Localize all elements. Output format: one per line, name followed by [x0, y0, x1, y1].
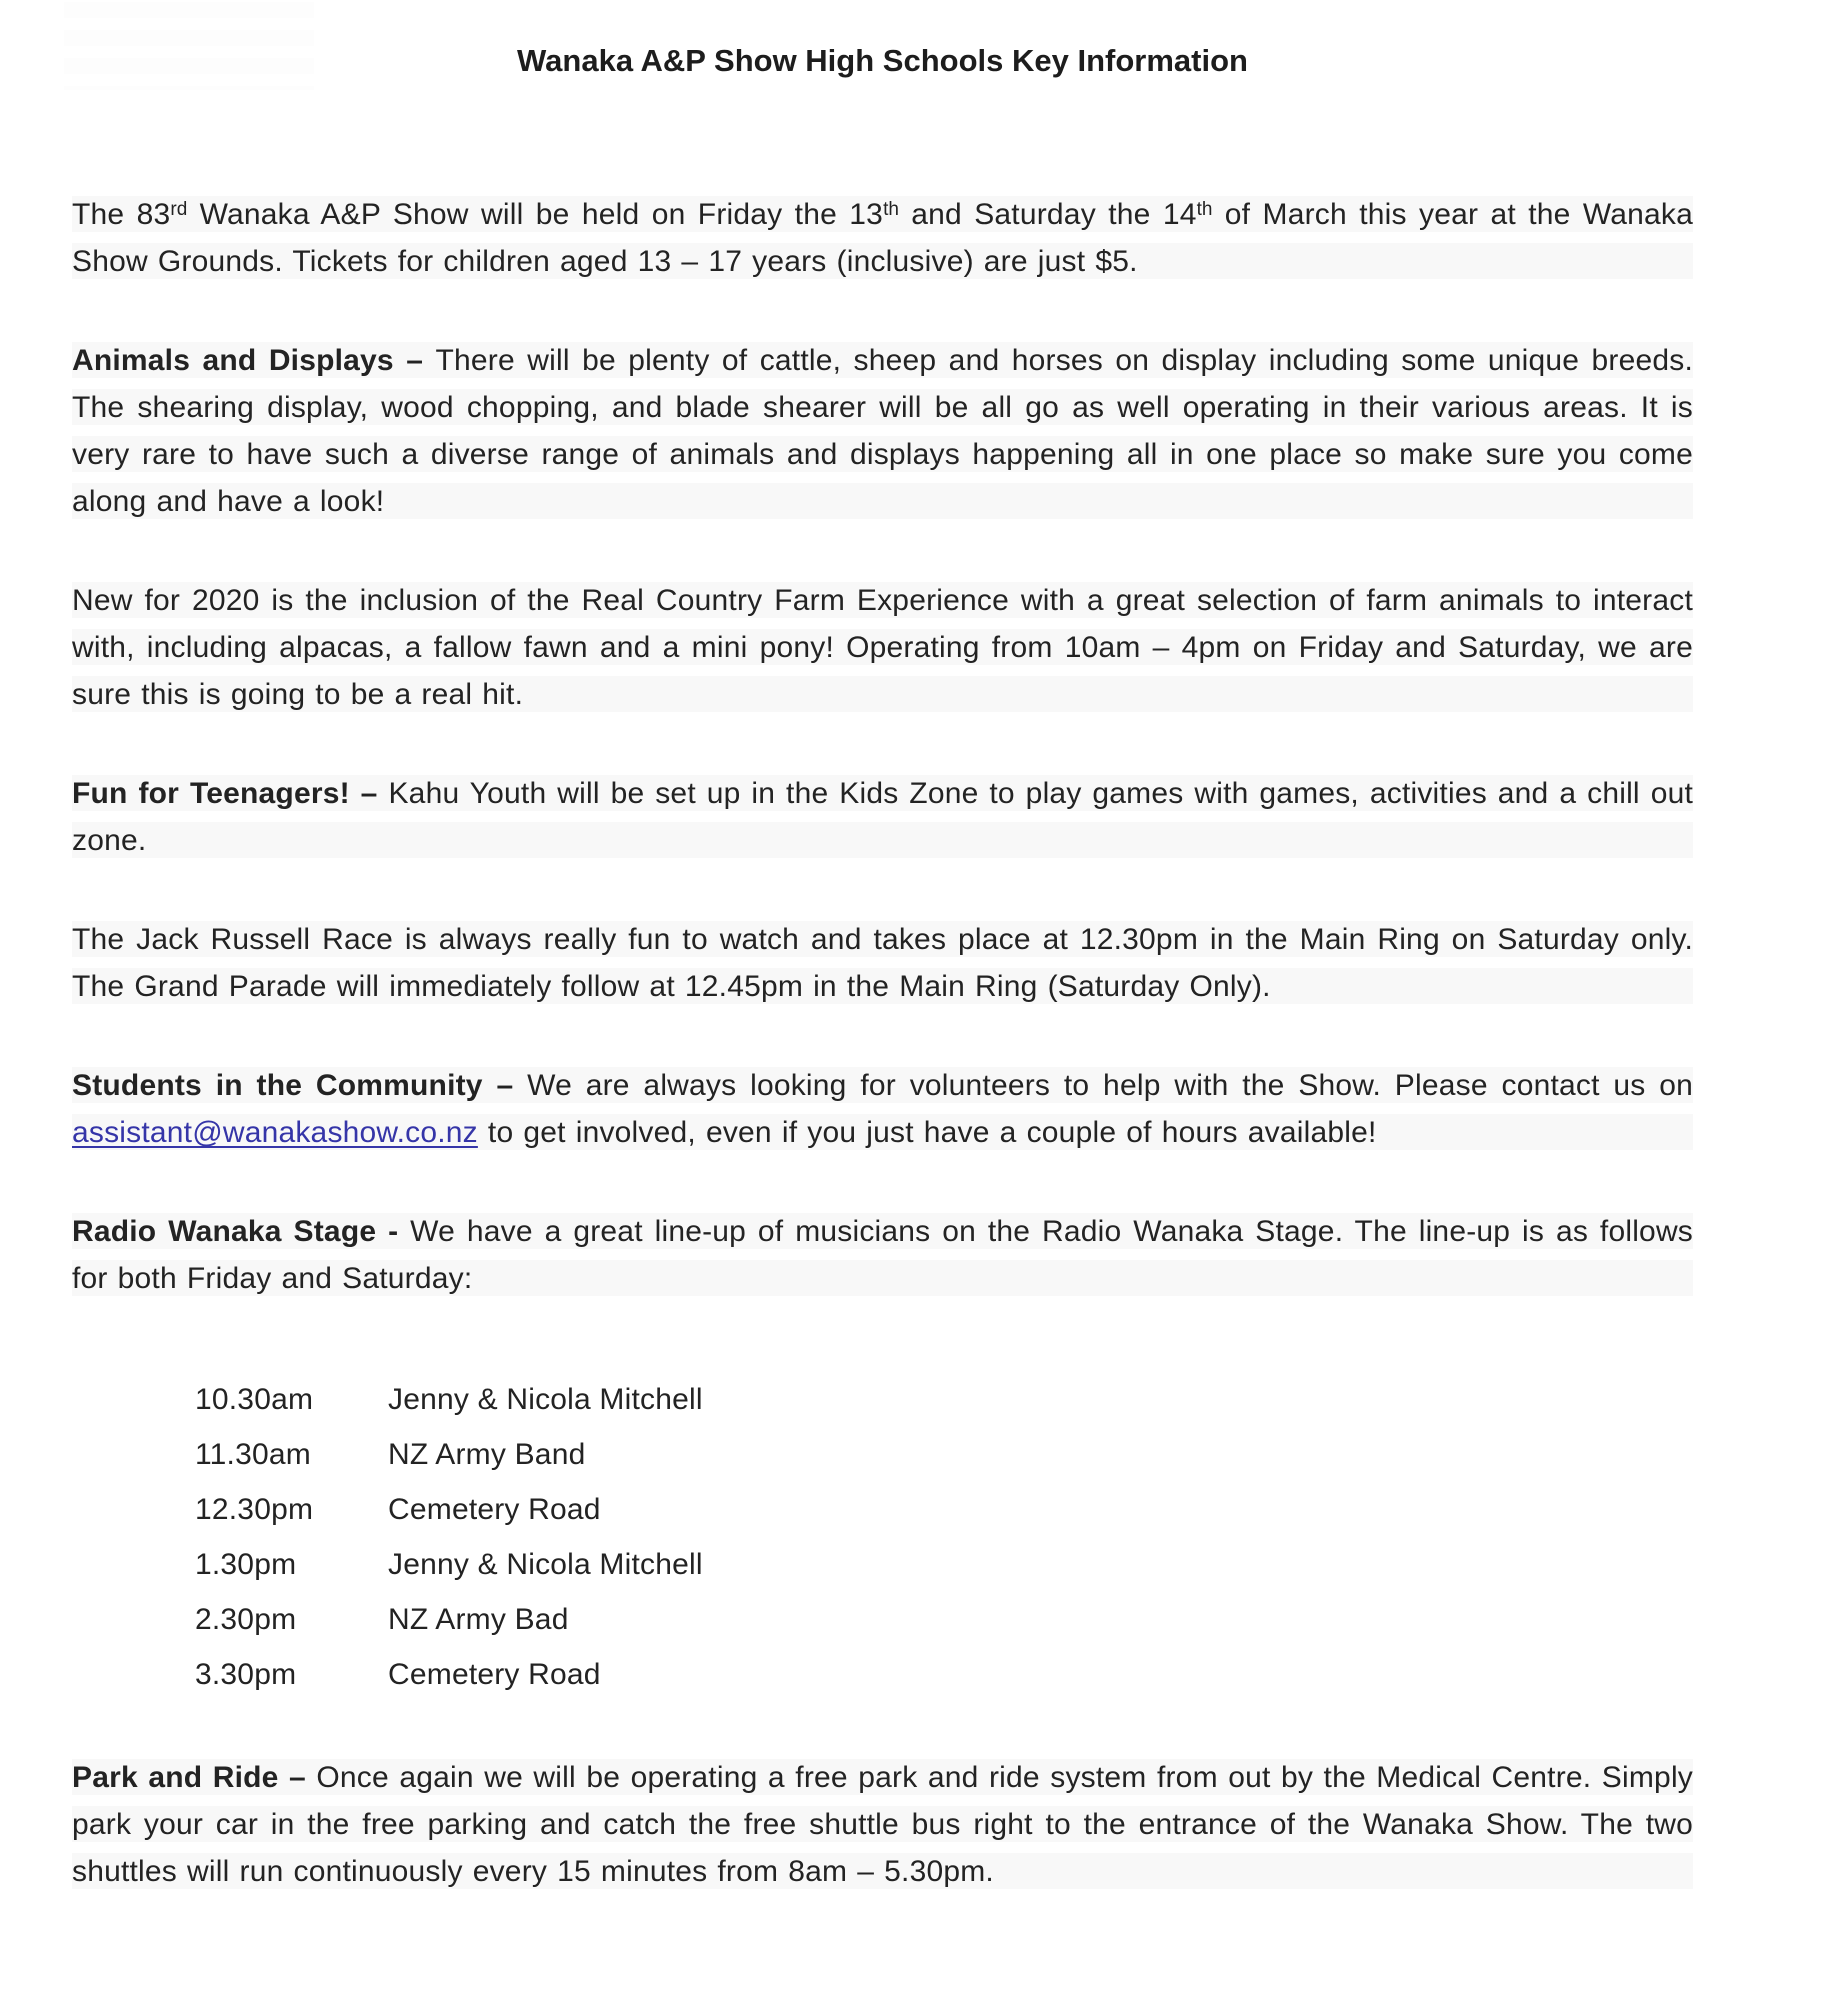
ordinal-superscript: th	[1196, 199, 1213, 221]
section-body-fun-for-teenagers: Kahu Youth will be set up in the Kids Zone to play games with games, activities and a chill out zone.	[72, 777, 1693, 857]
schedule-time: 10.30am	[195, 1383, 314, 1416]
paragraph-fun-for-teenagers	[72, 770, 1693, 864]
section-heading-students: Students in the Community –	[72, 1069, 528, 1102]
schedule-artist: Jenny & Nicola Mitchell	[388, 1548, 703, 1581]
section-body-students-after-link: to get involved, even if you just have a couple of hours available!	[477, 1116, 1377, 1149]
section-heading-animals: Animals and Displays –	[72, 344, 436, 377]
ordinal-superscript: rd	[170, 199, 188, 221]
schedule-artist: Cemetery Road	[388, 1493, 601, 1526]
section-body-animals: There will be plenty of cattle, sheep and horses on display including some unique breeds. The shearing display, wood chopping, and blade shearer will be all go as well operating in their various areas. It is very rare to have such a diverse range of animals and displays happening all in one place so make sure you come along and have a look!	[72, 344, 1694, 518]
paragraph-new-for-2020	[72, 577, 1693, 718]
schedule-time: 11.30am	[195, 1438, 311, 1471]
section-heading-park-and-ride: Park and Ride –	[72, 1761, 317, 1794]
stage-schedule-list	[72, 1372, 1693, 1702]
schedule-row	[195, 1482, 1693, 1537]
schedule-time: 12.30pm	[195, 1493, 314, 1526]
schedule-row	[195, 1647, 1693, 1702]
section-body-jack-russell-race: The Jack Russell Race is always really fun to watch and takes place at 12.30pm in the Main Ring on Saturday only. The Grand Parade will immediately follow at 12.45pm in the Main Ring (Saturday Only).	[72, 923, 1693, 1003]
section-body-radio-stage: We have a great line-up of musicians on the Radio Wanaka Stage. The line-up is as follows for both Friday and Saturday:	[72, 1215, 1694, 1295]
intro-text-2: Wanaka A&P Show will be held on Friday the 13	[187, 198, 884, 231]
paragraph-park-and-ride	[72, 1754, 1693, 1895]
schedule-artist: Jenny & Nicola Mitchell	[388, 1383, 703, 1416]
section-body-students-before-link: We are always looking for volunteers to help with the Show. Please contact us on	[527, 1069, 1693, 1102]
schedule-artist: NZ Army Band	[388, 1438, 586, 1471]
schedule-time: 1.30pm	[195, 1548, 297, 1581]
schedule-artist: Cemetery Road	[388, 1658, 601, 1691]
schedule-time: 2.30pm	[195, 1603, 297, 1636]
paragraph-students-in-community	[72, 1062, 1693, 1156]
section-heading-fun-for-teenagers: Fun for Teenagers! –	[72, 777, 389, 810]
schedule-artist: NZ Army Bad	[388, 1603, 569, 1636]
email-link[interactable]: assistant@wanakashow.co.nz	[72, 1116, 478, 1149]
intro-text-4: of March this year at the Wanaka Show Grounds. Tickets for children aged 13 – 17 years (inclusive) are just $5.	[72, 198, 1693, 278]
schedule-row	[195, 1592, 1693, 1647]
section-heading-radio-stage: Radio Wanaka Stage -	[72, 1215, 411, 1248]
document-title: Wanaka A&P Show High Schools Key Information	[517, 43, 1248, 78]
section-body-park-and-ride: Once again we will be operating a free park and ride system from out by the Medical Centre. Simply park your car in the free parking and catch the free shuttle bus right to the entrance of the Wanaka Show. The two shuttles will run continuously every 15 minutes from 8am – 5.30pm.	[72, 1761, 1694, 1888]
schedule-row	[195, 1427, 1693, 1482]
paragraph-intro	[72, 191, 1693, 285]
paragraph-radio-wanaka-stage	[72, 1208, 1693, 1302]
paragraph-jack-russell-race	[72, 916, 1693, 1010]
paragraph-animals-and-displays	[72, 337, 1693, 525]
schedule-time: 3.30pm	[195, 1658, 297, 1691]
section-body-new-for-2020: New for 2020 is the inclusion of the Real Country Farm Experience with a great selection of farm animals to interact with, including alpacas, a fallow fawn and a mini pony! Operating from 10am – 4pm on Friday and Saturday, we are sure this is going to be a real hit.	[72, 584, 1693, 711]
scan-artifact	[64, 2, 314, 90]
intro-text-3: and Saturday the 14	[898, 198, 1197, 231]
schedule-row	[195, 1372, 1693, 1427]
ordinal-superscript: th	[883, 199, 899, 221]
intro-text-1: The 83	[72, 198, 171, 231]
schedule-row	[195, 1537, 1693, 1592]
